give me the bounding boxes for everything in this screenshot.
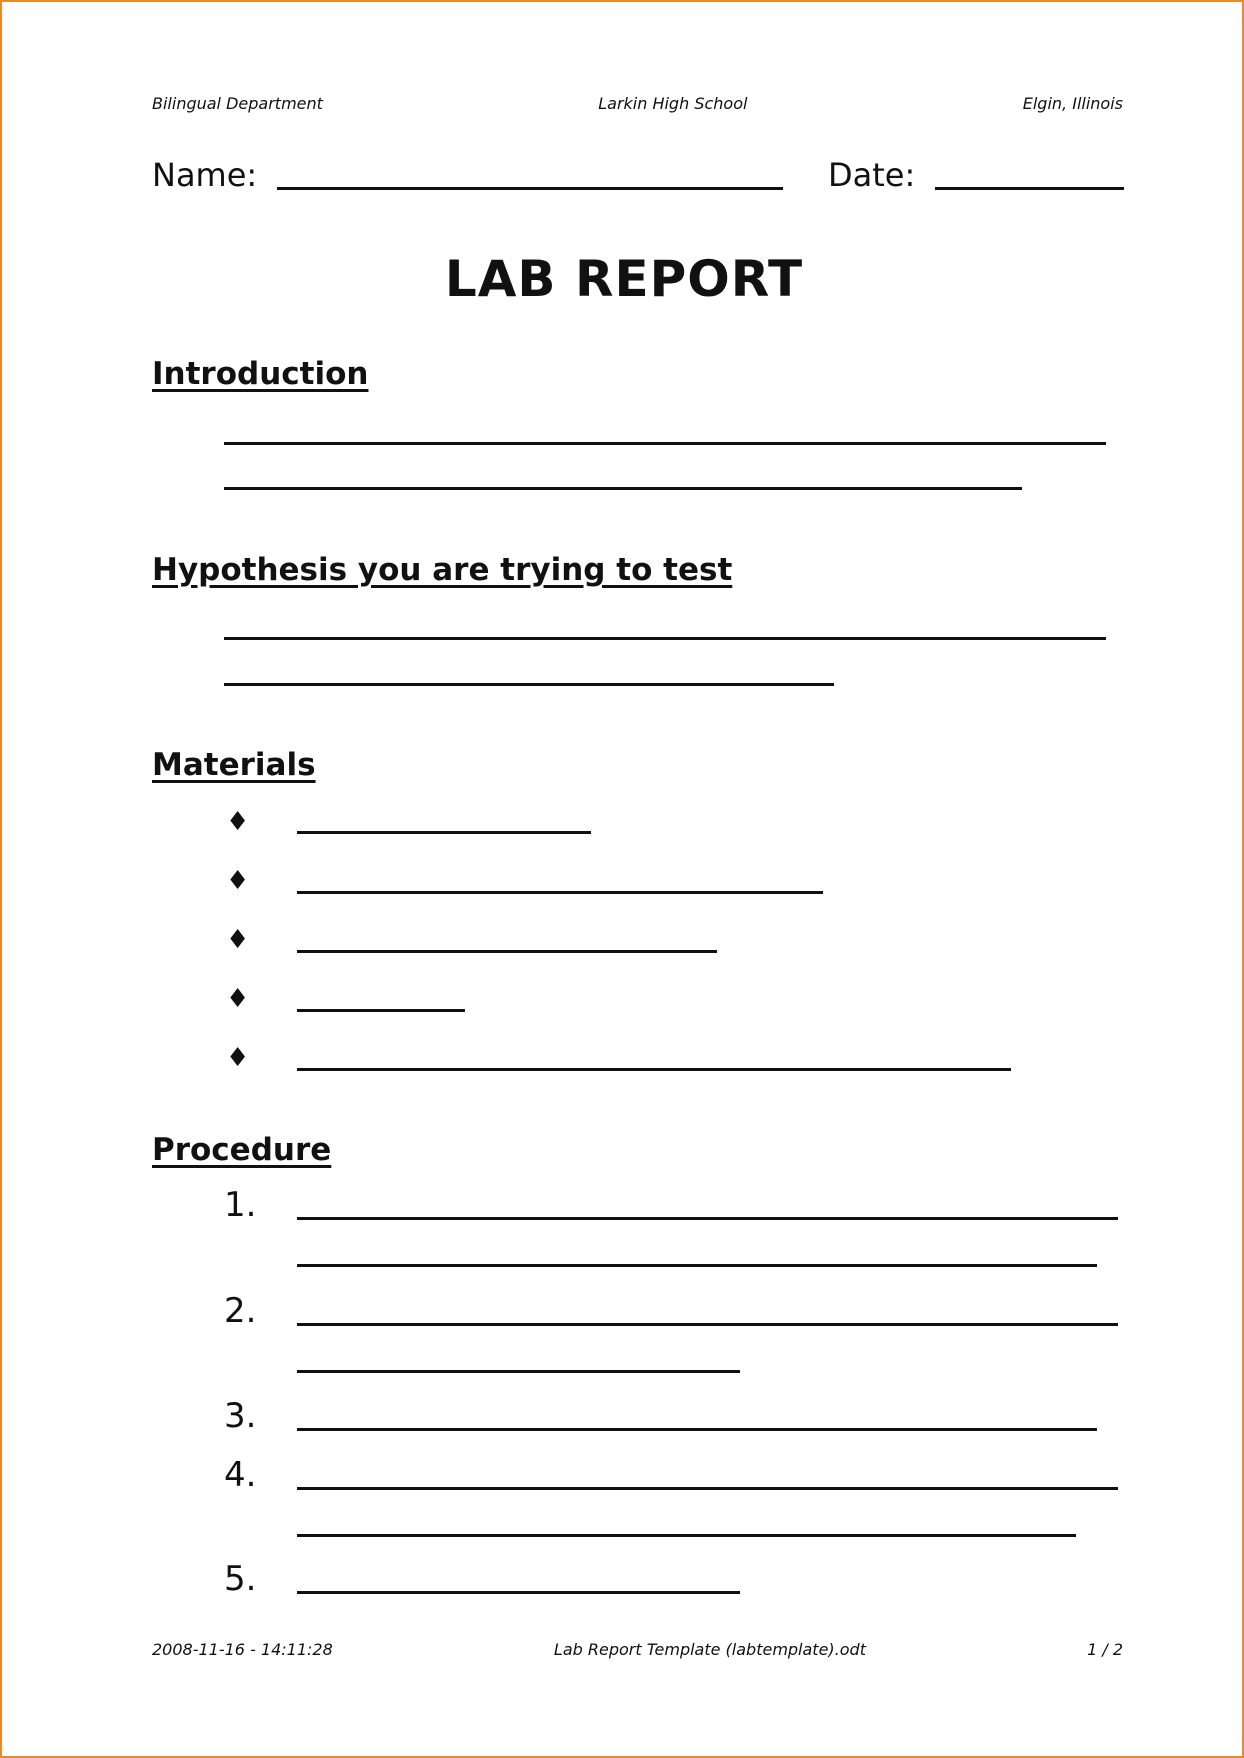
procedure-step-number: 3. xyxy=(224,1396,257,1436)
date-field xyxy=(828,156,1124,194)
page-title: LAB REPORT xyxy=(444,250,804,308)
material-bullet-icon: ♦ xyxy=(226,866,250,896)
section-heading-procedure: Procedure xyxy=(152,1132,332,1168)
introduction-line[interactable] xyxy=(224,442,1106,445)
name-blank[interactable] xyxy=(277,187,783,190)
procedure-step-number: 1. xyxy=(224,1185,257,1225)
footer-page-number: 1 / 2 xyxy=(1087,1640,1123,1659)
material-bullet-icon: ♦ xyxy=(226,807,250,837)
procedure-line[interactable] xyxy=(297,1428,1097,1431)
introduction-line[interactable] xyxy=(224,487,1022,490)
hypothesis-line[interactable] xyxy=(224,637,1106,640)
material-line[interactable] xyxy=(297,1009,465,1012)
procedure-step-number: 4. xyxy=(224,1455,257,1495)
material-bullet-icon: ♦ xyxy=(226,984,250,1014)
procedure-step-number: 2. xyxy=(224,1291,257,1331)
procedure-line[interactable] xyxy=(297,1591,740,1594)
name-field xyxy=(152,156,783,194)
procedure-line[interactable] xyxy=(297,1323,1118,1326)
header-school: Larkin High School xyxy=(598,94,748,113)
procedure-step-number: 5. xyxy=(224,1559,257,1599)
procedure-line[interactable] xyxy=(297,1264,1097,1267)
footer-timestamp: 2008-11-16 - 14:11:28 xyxy=(152,1640,333,1659)
section-heading-materials: Materials xyxy=(152,747,316,783)
page-header xyxy=(152,94,1123,113)
date-blank[interactable] xyxy=(935,187,1124,190)
header-department: Bilingual Department xyxy=(152,94,323,113)
procedure-line[interactable] xyxy=(297,1534,1076,1537)
procedure-line[interactable] xyxy=(297,1370,740,1373)
material-bullet-icon: ♦ xyxy=(226,1043,250,1073)
hypothesis-line[interactable] xyxy=(224,683,834,686)
date-label: Date: xyxy=(828,156,916,194)
material-bullet-icon: ♦ xyxy=(226,925,250,955)
material-line[interactable] xyxy=(297,891,823,894)
name-label: Name: xyxy=(152,156,258,194)
material-line[interactable] xyxy=(297,831,591,834)
material-line[interactable] xyxy=(297,1068,1011,1071)
procedure-line[interactable] xyxy=(297,1487,1118,1490)
section-heading-hypothesis: Hypothesis you are trying to test xyxy=(152,552,733,588)
footer-filename: Lab Report Template (labtemplate).odt xyxy=(553,1640,866,1659)
section-heading-introduction: Introduction xyxy=(152,356,369,392)
procedure-line[interactable] xyxy=(297,1217,1118,1220)
header-location: Elgin, Illinois xyxy=(1022,94,1123,113)
material-line[interactable] xyxy=(297,950,717,953)
page-footer xyxy=(152,1640,1123,1659)
